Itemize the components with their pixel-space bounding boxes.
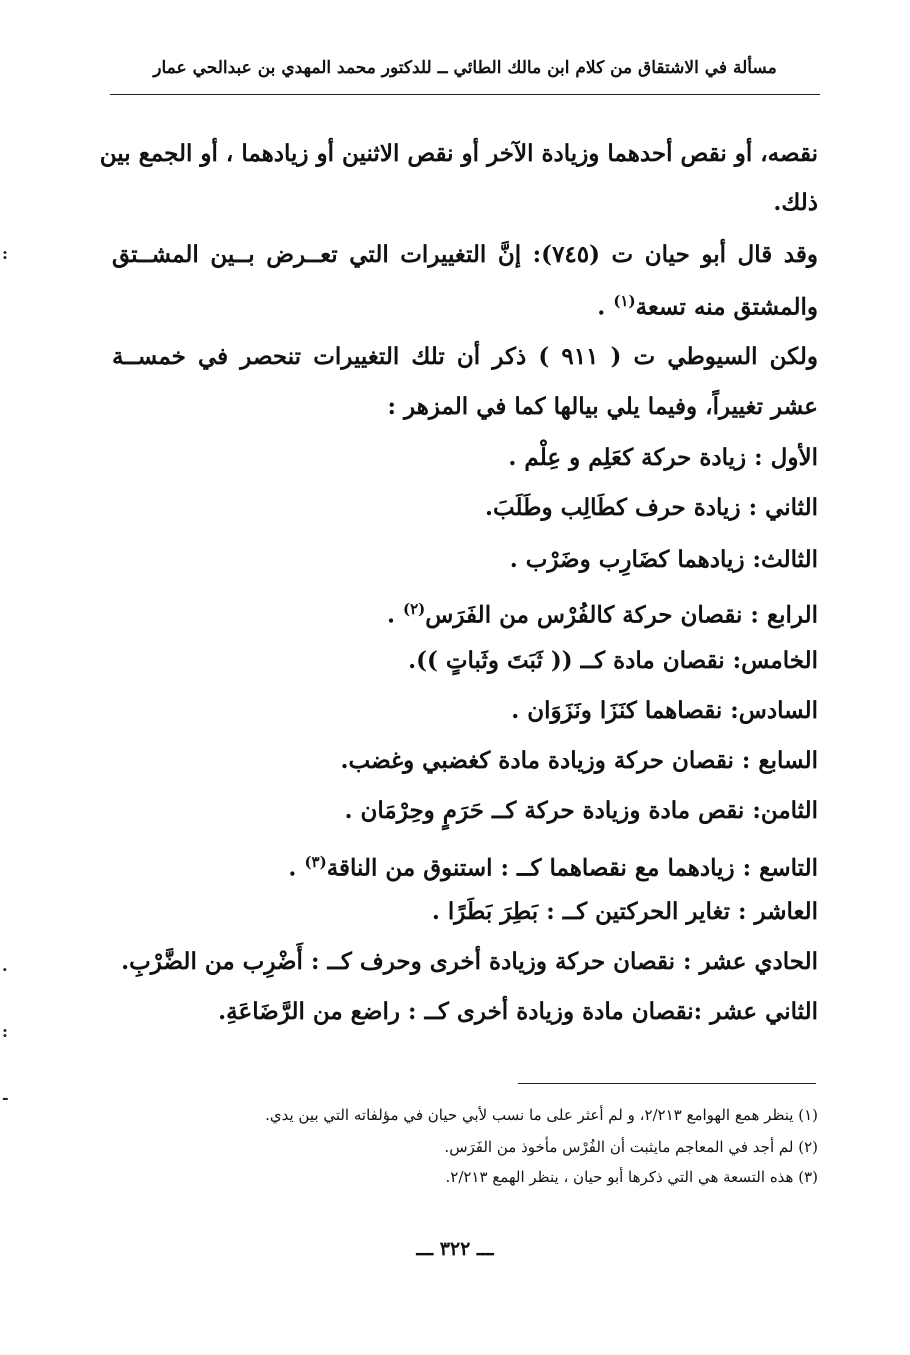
paragraph-line: نقصه، أو نقص أحدهما وزيادة الآخر أو نقص الاثنين أو زيادهما ، أو الجمع بين — [99, 140, 818, 167]
list-item: السابع : نقصان حركة وزيادة مادة كغضبي وغضب. — [340, 747, 818, 774]
list-item: السادس: نقصاهما كنَزَا ونَزَوَان . — [511, 697, 818, 724]
scan-mark: - — [2, 1088, 9, 1107]
footnote-divider — [518, 1083, 816, 1084]
list-item: الخامس: نقصان مادة كــ (( ثَبَتَ وثَباتٍ )). — [408, 647, 818, 674]
footnote-ref: (٢) — [403, 600, 426, 618]
scan-mark: : — [2, 244, 8, 263]
footnote: (١) ينظر همع الهوامع ٢/٢١٣، و لم أعثر على ما نسب لأبي حيان في مؤلفاته التي بين يدي. — [265, 1106, 818, 1124]
running-header: مسألة في الاشتقاق من كلام ابن مالك الطائي ــ للدكتور محمد المهدي بن عبدالحي عمار — [153, 58, 777, 78]
paragraph-line: عشر تغييراً، وفيما يلي بيالها كما في المزهر : — [387, 393, 818, 420]
footnote: (٢) لم أجد في المعاجم مايثبت أن الفُرْس مأخوذ من الفَرَس. — [444, 1138, 818, 1156]
paragraph-text: . — [597, 293, 614, 321]
paragraph-line: ولكن السيوطي ت ( ٩١١ ) ذكر أن تلك التغييرات تنحصر في خمســة — [112, 343, 818, 370]
list-item: الأول : زيادة حركة كعَلِم و عِلْم . — [508, 444, 818, 471]
list-item: الثاني : زيادة حرف كطَالِب وطَلَبَ. — [484, 494, 818, 521]
scan-mark: . — [2, 956, 8, 975]
list-item: الثالث: زيادهما كضَارِب وضَرْب . — [509, 546, 818, 573]
list-item-text: الرابع : نقصان حركة كالفُرْس من الفَرَس — [425, 601, 818, 629]
list-item: الثامن: نقص مادة وزيادة حركة كــ حَرَمٍ وحِرْمَان . — [344, 797, 818, 824]
paragraph-line: ذلك. — [773, 189, 818, 216]
footnote-ref: (١) — [613, 292, 636, 310]
list-item — [288, 845, 818, 886]
paragraph-text: والمشتق منه تسعة — [635, 293, 818, 321]
list-item-text: . — [288, 854, 305, 882]
header-divider — [110, 94, 820, 95]
list-item-text: . — [386, 601, 403, 629]
paragraph-line: وقد قال أبو حيان ت (٧٤٥): إنَّ التغييرات التي تعــرض بــين المشــتق — [112, 241, 818, 268]
list-item-text: التاسع : زيادهما مع نقصاهما كــ : استنوق من الناقة — [326, 854, 818, 882]
list-item: العاشر : تغاير الحركتين كــ : بَطِرَ بَطَرًا . — [431, 898, 818, 925]
list-item: الثاني عشر :نقصان مادة وزيادة أخرى كــ : راضع من الرَّضَاعَةِ. — [218, 998, 818, 1025]
list-item — [387, 592, 818, 633]
page-number: ـــ ٣٢٢ ـــ — [416, 1238, 494, 1260]
scan-mark: : — [2, 1022, 8, 1041]
footnote-ref: (٣) — [304, 853, 327, 871]
footnote: (٣) هذه التسعة هي التي ذكرها أبو حيان ، ينظر الهمع ٢/٢١٣. — [445, 1168, 818, 1186]
paragraph-line — [597, 284, 818, 325]
list-item: الحادي عشر : نقصان حركة وزيادة أخرى وحرف كــ : أَضْرِب من الضَّرْبِ. — [121, 948, 818, 975]
